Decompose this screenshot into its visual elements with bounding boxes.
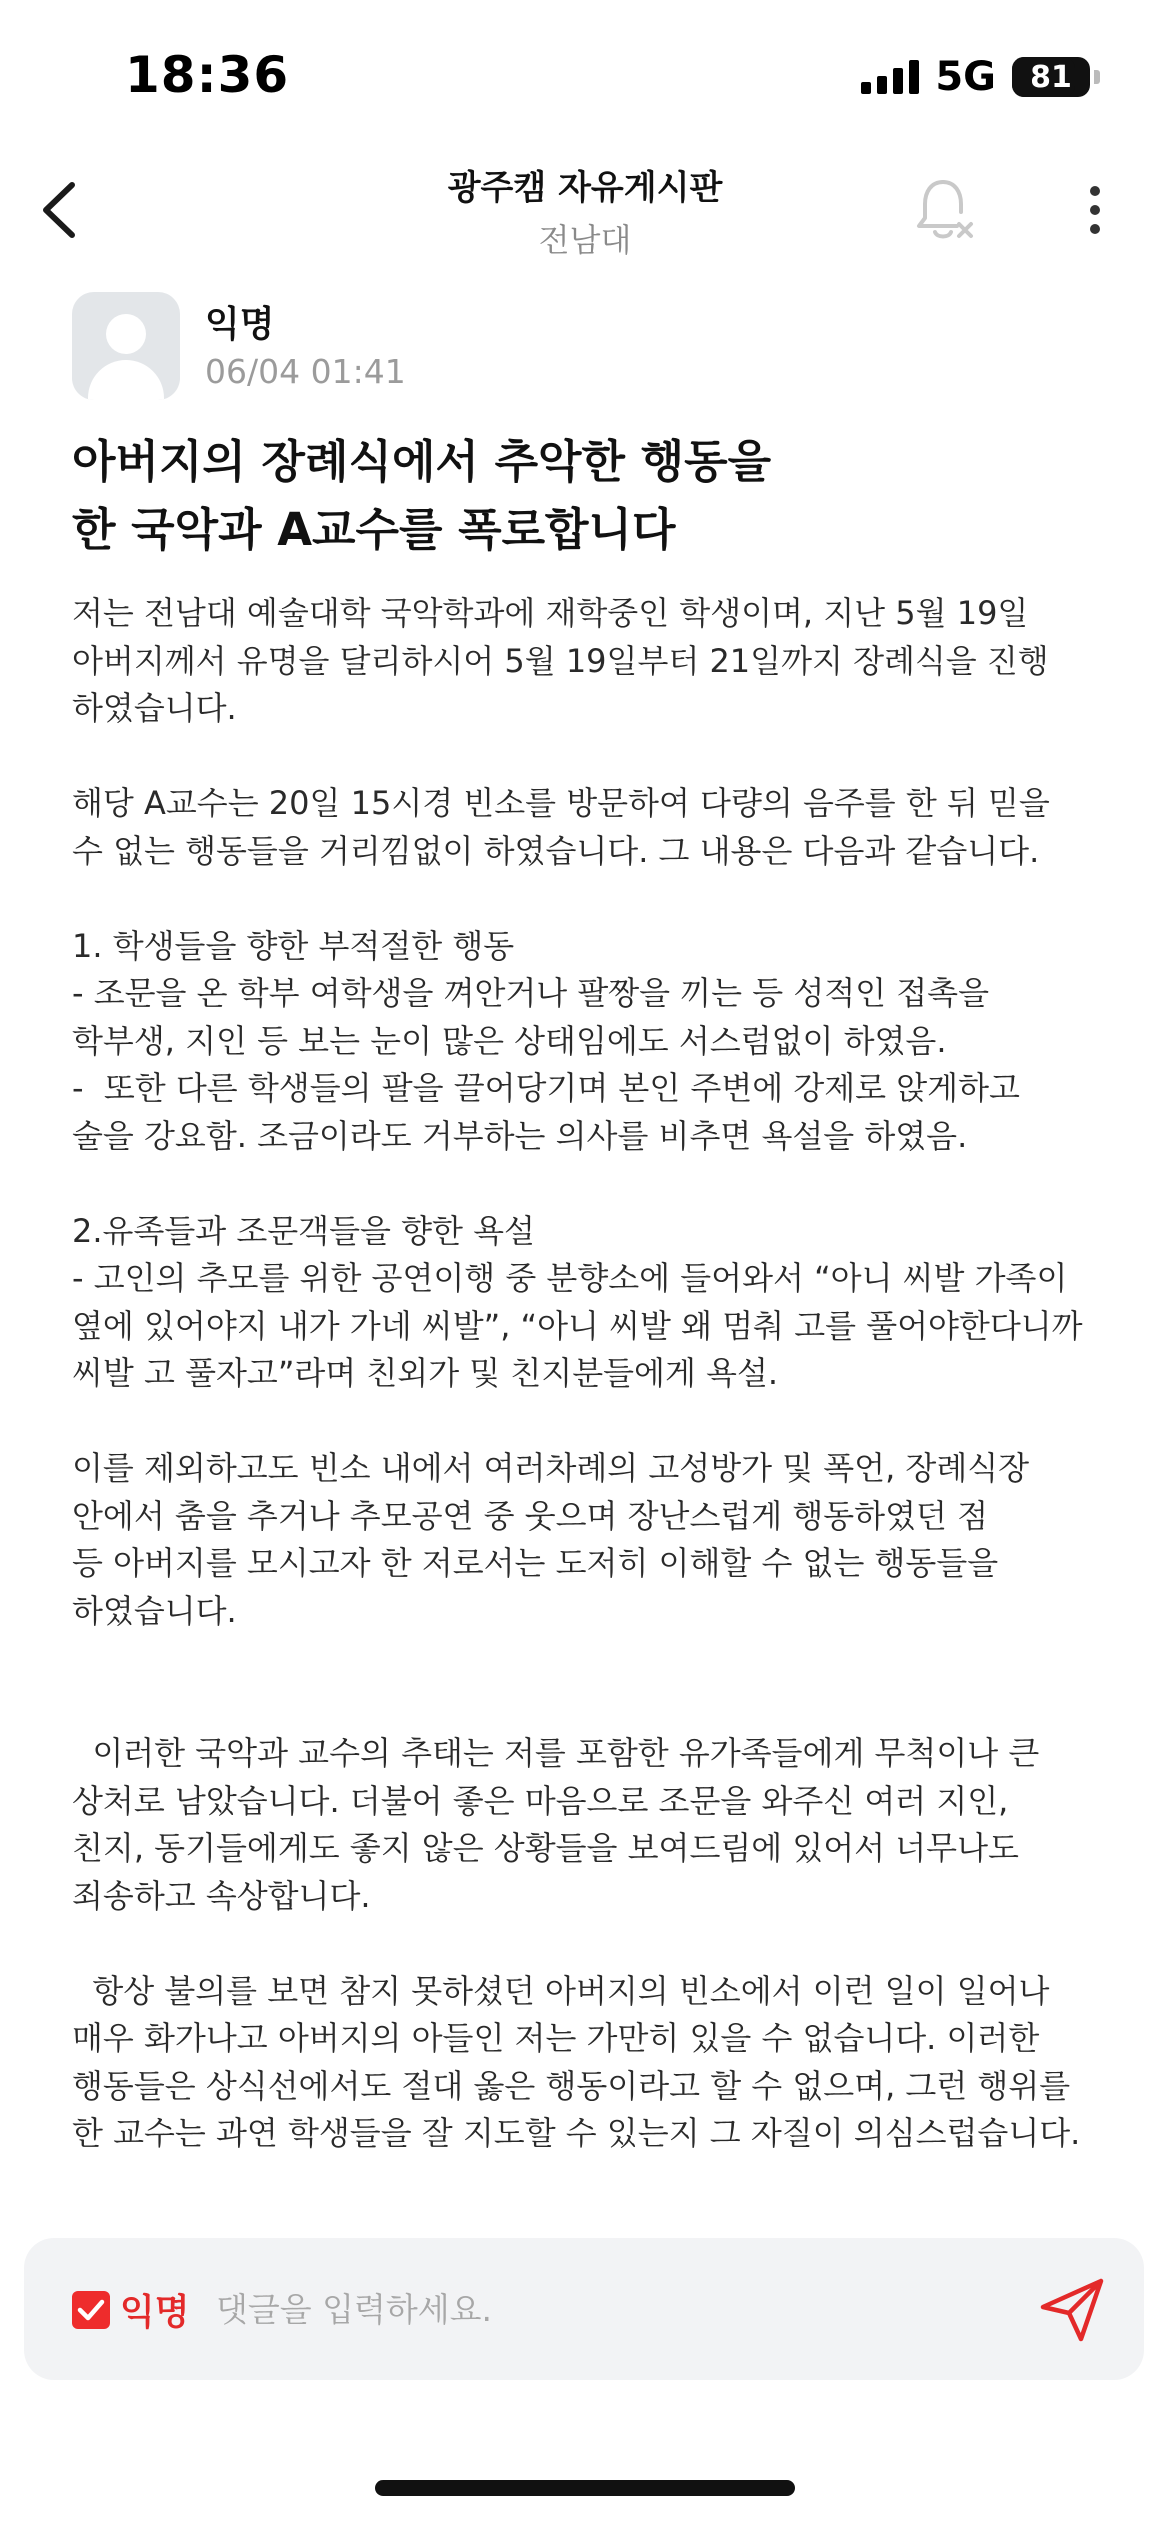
avatar (72, 292, 180, 400)
battery-percent: 81 (1030, 59, 1072, 95)
send-icon (1037, 2277, 1107, 2343)
avatar-body (88, 360, 164, 400)
comment-input[interactable] (216, 2276, 996, 2342)
post-body-line (72, 875, 1112, 923)
post-body-line: 하였습니다. (72, 1591, 237, 1630)
more-vertical-icon-dot (1090, 205, 1100, 215)
post-body-line (72, 733, 1112, 781)
network-type: 5G (935, 54, 996, 100)
post-body-line: 하였습니다. (72, 689, 237, 727)
status-indicators (861, 52, 1100, 102)
post-author (72, 292, 972, 402)
anonymous-label[interactable]: 익명 (120, 2292, 190, 2333)
post-body-line: 1. 학생들을 향한 부적절한 행동 (72, 926, 515, 965)
post-body-line (72, 1920, 1112, 1968)
post-body-line: 아버지께서 유명을 달리하시어 5월 19일부터 21일까지 장례식을 진행 (72, 641, 1049, 680)
post-body-line (72, 1635, 1112, 1683)
post-body-line: 2.유족들과 조문객들을 향한 욕설 (72, 1211, 535, 1250)
post-body-line: 저는 전남대 예술대학 국악학과에 재학중인 학생이며, 지난 5월 19일 (72, 594, 1029, 632)
post-body-line: 수 없는 행동들을 거리낌없이 하였습니다. 그 내용은 다음과 같습니다. (72, 831, 1040, 870)
author-name: 익명 (205, 304, 275, 345)
check-icon (77, 2298, 105, 2322)
more-vertical-icon-dot (1090, 186, 1100, 196)
post-body-line: - 조문을 온 학부 여학생을 껴안거나 팔짱을 끼는 등 성적인 접촉을 (72, 974, 989, 1012)
post-body-line (72, 1398, 1112, 1446)
post-body-line: 행동들은 상식선에서도 절대 옳은 행동이라고 할 수 없으며, 그런 행위를 (72, 2066, 1071, 2105)
board-header (0, 150, 1170, 270)
post-body-line: 한 교수는 과연 학생들을 잘 지도할 수 있는지 그 자질이 의심스럽습니다. (72, 2114, 1081, 2152)
post-date: 06/04 01:41 (205, 352, 406, 391)
post-body-line: 죄송하고 속상합니다. (72, 1876, 371, 1915)
battery-icon (1012, 57, 1090, 97)
home-indicator[interactable] (375, 2480, 795, 2496)
anonymous-checkbox[interactable] (72, 2291, 110, 2329)
signal-icon (861, 60, 919, 94)
board-school: 전남대 (538, 221, 632, 259)
post-body-line: 상처로 남았습니다. 더불어 좋은 마음으로 조문을 와주신 여러 지인, (72, 1781, 1009, 1820)
post-title-line: 아버지의 장례식에서 추악한 행동을 (72, 435, 772, 488)
notification-toggle-button[interactable] (905, 170, 985, 250)
post-body-line: 등 아버지를 모시고자 한 저로서는 도저히 이해할 수 없는 행동들을 (72, 1544, 999, 1582)
send-button[interactable] (1034, 2274, 1110, 2346)
post-body-line: 안에서 춤을 추거나 추모공연 중 웃으며 장난스럽게 행동하였던 점 (72, 1496, 989, 1535)
post-body-line: 이러한 국악과 교수의 추태는 저를 포함한 유가족들에게 무척이나 큰 (72, 1734, 1040, 1772)
board-title: 광주캠 자유게시판 (447, 168, 723, 208)
post-body-line: 해당 A교수는 20일 15시경 빈소를 방문하여 다량의 음주를 한 뒤 믿을 (72, 784, 1050, 822)
battery-tip (1094, 70, 1100, 84)
post-body-line: 옆에 있어야지 내가 가네 씨발”, “아니 씨발 왜 멈춰 고를 풀어야한다니까 (72, 1306, 1083, 1345)
post-body-line (72, 1683, 1112, 1731)
post-body-line (72, 1160, 1112, 1208)
header-title-group (0, 160, 1170, 261)
avatar-head (106, 314, 146, 354)
post-body-line: - 또한 다른 학생들의 팔을 끌어당기며 본인 주변에 강제로 앉게하고 (72, 1069, 1020, 1107)
post-body-line: - 고인의 추모를 위한 공연이행 중 분향소에 들어와서 “아니 씨발 가족이 (72, 1259, 1068, 1297)
post-body-line: 항상 불의를 보면 참지 못하셨던 아버지의 빈소에서 이런 일이 일어나 (72, 1971, 1050, 2010)
more-vertical-icon-dot (1090, 224, 1100, 234)
post-body (72, 590, 1112, 2210)
post-body-line: 이를 제외하고도 빈소 내에서 여러차례의 고성방가 및 폭언, 장례식장 (72, 1449, 1030, 1487)
status-time: 18:36 (125, 46, 290, 104)
post-body-line: 씨발 고 풀자고”라며 친외가 및 친지분들에게 욕설. (72, 1354, 779, 1392)
more-options-button[interactable] (1060, 170, 1130, 250)
post-title-line: 한 국악과 A교수를 폭로합니다 (72, 503, 676, 556)
bell-off-icon (913, 174, 977, 246)
post-body-line: 친지, 동기들에게도 좋지 않은 상황들을 보여드림에 있어서 너무나도 (72, 1829, 1019, 1867)
post-body-line: 술을 강요함. 조금이라도 거부하는 의사를 비추면 욕설을 하였음. (72, 1116, 968, 1155)
post-title (72, 428, 1102, 564)
comment-bar (24, 2238, 1144, 2380)
status-bar (0, 0, 1170, 150)
post-body-line: 학부생, 지인 등 보는 눈이 많은 상태임에도 서스럼없이 하였음. (72, 1021, 947, 1060)
post-body-line: 매우 화가나고 아버지의 아들인 저는 가만히 있을 수 없습니다. 이러한 (72, 2019, 1040, 2057)
